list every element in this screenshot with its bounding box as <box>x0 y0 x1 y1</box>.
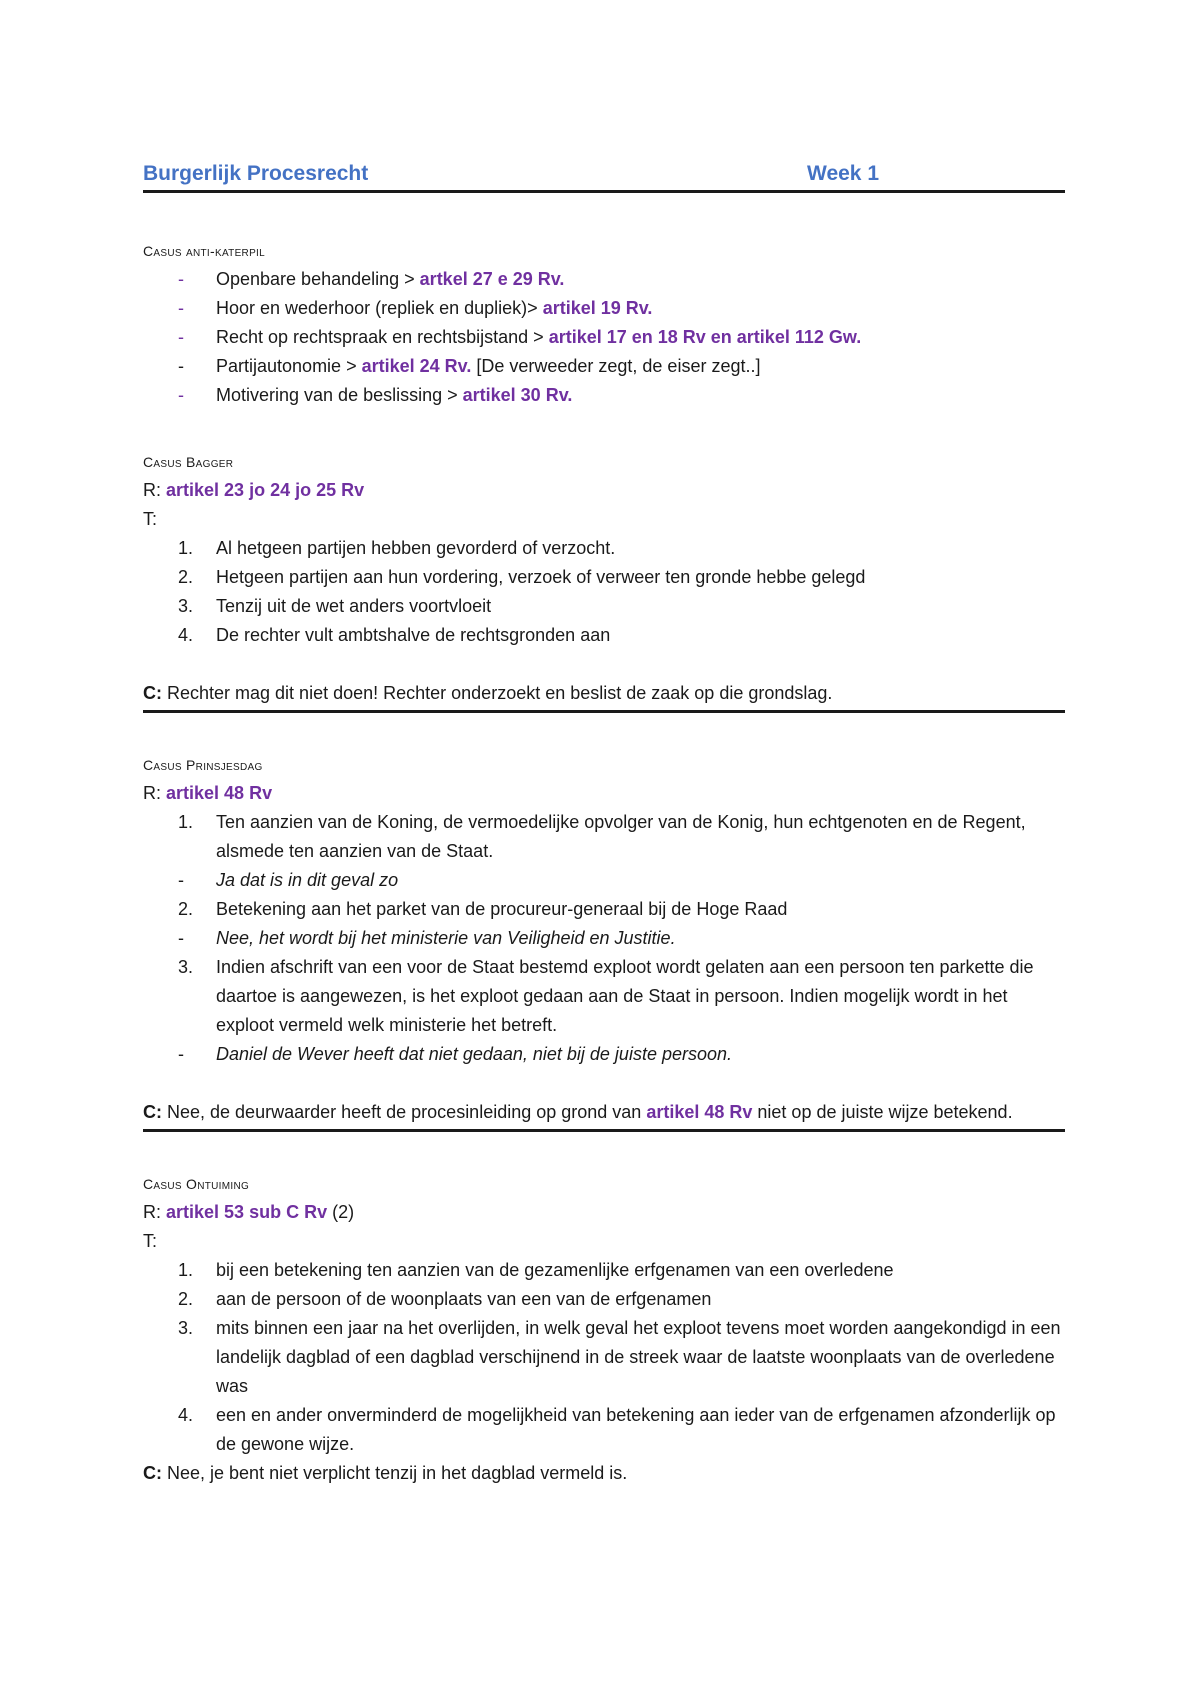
article-reference: artikel 30 Rv. <box>462 385 573 405</box>
list-item <box>143 1314 1065 1401</box>
dash-list <box>143 265 1065 410</box>
conclusion-label: C: <box>143 683 162 703</box>
casus-heading: Casus Prinsjesdag <box>143 757 263 773</box>
section-anti-katerpil <box>143 243 1065 410</box>
item-text: Daniel de Wever heeft dat niet gedaan, niet bij de juiste persoon. <box>216 1044 733 1064</box>
item-number: 1. <box>178 812 194 832</box>
document-header <box>143 162 1065 193</box>
item-note: [De verweeder zegt, de eiser zegt..] <box>471 356 761 376</box>
item-text: Tenzij uit de wet anders voortvloeit <box>216 596 492 616</box>
item-number: 2. <box>178 899 194 919</box>
list-item <box>143 866 1065 895</box>
list-item <box>143 534 1065 563</box>
document-page <box>143 162 1065 1490</box>
numbered-list <box>143 534 1065 650</box>
article-reference: artikel 48 Rv <box>166 783 273 803</box>
dash-marker: - <box>178 928 184 948</box>
numbered-list <box>143 1256 1065 1459</box>
conclusion-text: Rechter mag dit niet doen! Rechter onderzoekt en beslist de zaak op die grondslag. <box>162 683 833 703</box>
dash-marker: - <box>178 870 184 890</box>
dash-marker: - <box>178 298 184 318</box>
rule-label: R: <box>143 480 167 500</box>
casus-heading: Casus Bagger <box>143 454 234 470</box>
list-item <box>143 808 1065 866</box>
list-item <box>143 621 1065 650</box>
list-item <box>143 953 1065 1040</box>
section-bagger <box>143 454 1065 713</box>
item-text: een en ander onverminderd de mogelijkheid van betekening aan ieder van de erfgenamen afzonderlijk op de gewone wijze. <box>216 1405 1056 1454</box>
item-number: 4. <box>178 625 194 645</box>
casus-heading: Casus Ontuiming <box>143 1176 250 1192</box>
list-item <box>143 1401 1065 1459</box>
list-item <box>143 563 1065 592</box>
item-text: De rechter vult ambtshalve de rechtsgronden aan <box>216 625 611 645</box>
week-label: Week 1 <box>807 162 879 185</box>
item-number: 2. <box>178 567 194 587</box>
item-text: Nee, het wordt bij het ministerie van Veiligheid en Justitie. <box>216 928 676 948</box>
conclusion-text: Nee, de deurwaarder heeft de procesinleiding op grond van <box>162 1102 647 1122</box>
item-number: 1. <box>178 1260 194 1280</box>
list-item <box>143 592 1065 621</box>
rule-label: R: <box>143 1202 167 1222</box>
conclusion-text: Nee, je bent niet verplicht tenzij in het dagblad vermeld is. <box>162 1463 628 1483</box>
article-reference: artikel 48 Rv <box>646 1102 753 1122</box>
conclusion <box>143 1098 1065 1132</box>
rule-line <box>143 779 1065 808</box>
item-number: 2. <box>178 1289 194 1309</box>
item-number: 3. <box>178 596 194 616</box>
dash-marker: - <box>178 1044 184 1064</box>
dash-marker: - <box>178 327 184 347</box>
item-text: Ja dat is in dit geval zo <box>216 870 399 890</box>
list-item <box>143 1285 1065 1314</box>
item-text: aan de persoon of de woonplaats van een van de erfgenamen <box>216 1289 712 1309</box>
dash-marker: - <box>178 269 184 289</box>
item-number: 3. <box>178 957 194 977</box>
item-text: Ten aanzien van de Koning, de vermoedelijke opvolger van de Konig, hun echtgenoten en de Regent, alsmede ten aanzien van de Staat. <box>216 812 1026 861</box>
conclusion-text: niet op de juiste wijze betekend. <box>752 1102 1013 1122</box>
item-number: 3. <box>178 1318 194 1338</box>
item-text: Hetgeen partijen aan hun vordering, verzoek of verweer ten gronde hebbe gelegd <box>216 567 866 587</box>
item-text: Recht op rechtspraak en rechtsbijstand > <box>216 327 549 347</box>
rule-extra: (2) <box>327 1202 355 1222</box>
conclusion-label: C: <box>143 1102 162 1122</box>
item-text: Indien afschrift van een voor de Staat bestemd exploot wordt gelaten aan een persoon ten parkette die daartoe is aangewezen, is het exploot gedaan aan de Staat in persoon. Indien mogelijk wordt in het exploot vermeld welk ministerie het betreft. <box>216 957 1034 1035</box>
dash-marker: - <box>178 385 184 405</box>
item-text: Motivering van de beslissing > <box>216 385 463 405</box>
article-reference: artikel 23 jo 24 jo 25 Rv <box>166 480 365 500</box>
rule-label: R: <box>143 783 167 803</box>
section-prinsjesdag <box>143 757 1065 1132</box>
item-text: mits binnen een jaar na het overlijden, in welk geval het exploot tevens moet worden aangekondigd in een landelijk dagblad of een dagblad verschijnend in de streek waar de laatste woonplaats van de overledene was <box>216 1318 1061 1396</box>
list-item <box>143 323 1065 352</box>
item-text: Hoor en wederhoor (repliek en dupliek)> <box>216 298 543 318</box>
item-text: bij een betekening ten aanzien van de gezamenlijke erfgenamen van een overledene <box>216 1260 894 1280</box>
item-number: 4. <box>178 1405 194 1425</box>
list-item <box>143 265 1065 294</box>
item-text: Betekening aan het parket van de procureur-generaal bij de Hoge Raad <box>216 899 788 919</box>
item-text: Openbare behandeling > <box>216 269 420 289</box>
test-label: T: <box>143 509 158 529</box>
article-reference: artikel 53 sub C Rv <box>166 1202 328 1222</box>
article-reference: artkel 27 e 29 Rv. <box>419 269 565 289</box>
conclusion <box>143 679 1065 713</box>
article-reference: artikel 17 en 18 Rv en artikel 112 Gw. <box>548 327 862 347</box>
list-item <box>143 381 1065 410</box>
conclusion-label: C: <box>143 1463 162 1483</box>
dash-marker: - <box>178 356 184 376</box>
rule-line <box>143 1198 1065 1227</box>
casus-heading: Casus anti-katerpil <box>143 243 265 259</box>
list-item <box>143 1256 1065 1285</box>
list-item <box>143 294 1065 323</box>
article-reference: artikel 24 Rv. <box>361 356 472 376</box>
list-item <box>143 1040 1065 1069</box>
conclusion <box>143 1459 1065 1490</box>
rule-line <box>143 476 1065 505</box>
article-reference: artikel 19 Rv. <box>542 298 653 318</box>
list-item <box>143 924 1065 953</box>
item-number: 1. <box>178 538 194 558</box>
item-text: Partijautonomie > <box>216 356 362 376</box>
list-item <box>143 352 1065 381</box>
section-ontuiming <box>143 1176 1065 1490</box>
list-item <box>143 895 1065 924</box>
document-title: Burgerlijk Procesrecht <box>143 162 369 185</box>
test-label: T: <box>143 1231 158 1251</box>
item-text: Al hetgeen partijen hebben gevorderd of verzocht. <box>216 538 616 558</box>
numbered-list <box>143 808 1065 1069</box>
